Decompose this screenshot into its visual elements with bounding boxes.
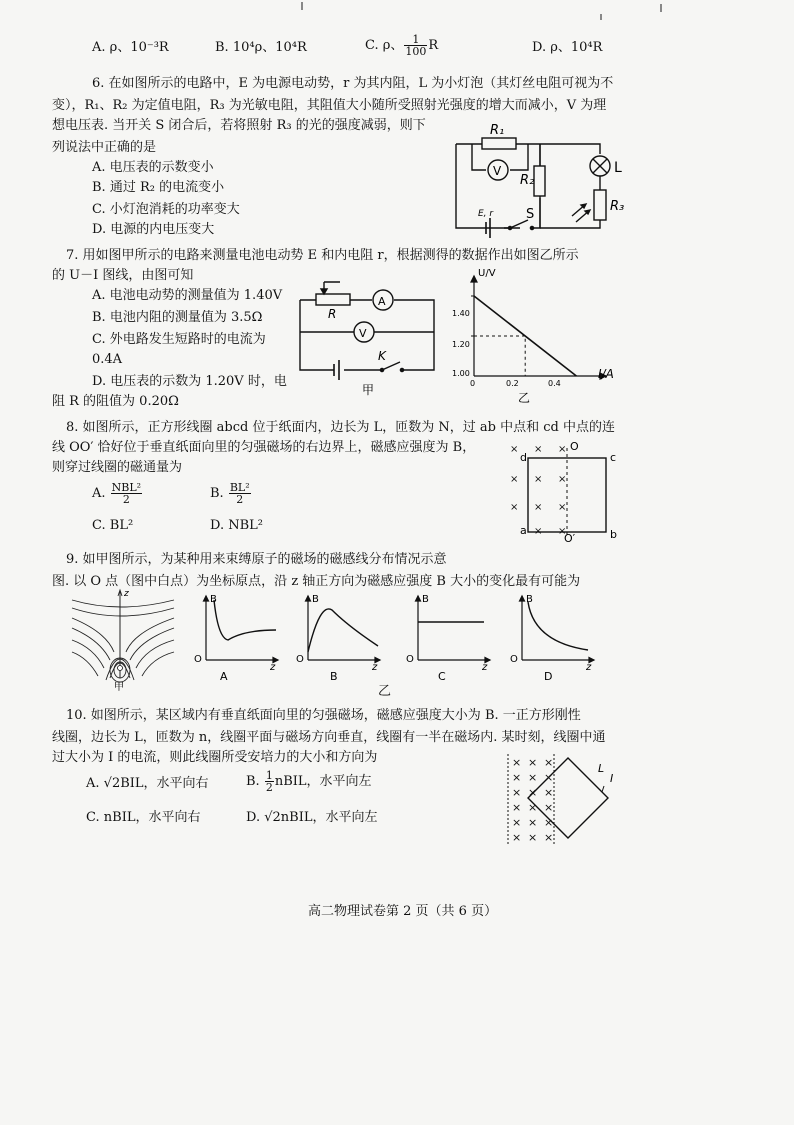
field-cross-mark: × — [544, 831, 554, 844]
caption-jia: 甲 — [362, 383, 375, 397]
field-cross-mark: × — [544, 756, 554, 769]
field-cross-mark: × — [558, 502, 567, 513]
caption-yi: 乙 — [518, 391, 531, 405]
label-o: O — [570, 440, 579, 453]
q9-stem-line: 图. 以 O 点（图中白点）为坐标原点，沿 z 轴正方向为磁感应强度 B 大小的变化最有可能为 — [52, 574, 581, 589]
axis-b: B — [312, 594, 319, 605]
q10-option-a: A. √2BIL，水平向右 — [86, 776, 209, 791]
guide-line — [474, 336, 525, 376]
q10-stem-line: 线圈，边长为 L，匝数为 n，线圈平面与磁场方向垂直，线圈有一半在磁场内. 某时刻，线圈中通 — [52, 730, 606, 745]
q6-option-b: B. 通过 R₂ 的电流变小 — [92, 180, 225, 195]
axis-z: z — [586, 662, 592, 673]
graph-letter: B — [330, 670, 338, 680]
q6-option-a: A. 电压表的示数变小 — [92, 160, 214, 175]
field-cross-mark: × — [510, 502, 519, 513]
label-l: L — [598, 762, 605, 775]
axis-b: B — [422, 594, 429, 605]
field-cross-mark: × — [534, 526, 543, 537]
field-cross-mark: × — [534, 444, 543, 455]
caption-jia: 甲 — [114, 682, 124, 692]
y-tick-label: 1.00 — [452, 369, 470, 378]
scan-mark — [301, 2, 303, 10]
q6-circuit-figure — [452, 118, 632, 240]
q9-caption-yi: 乙 — [378, 684, 392, 699]
field-cross-mark: × — [528, 756, 538, 769]
q10-stem-line: 10. 如图所示，某区域内有垂直纸面向里的匀强磁场，磁感应强度大小为 B. 一正方形刚性 — [66, 708, 581, 723]
q9-graph-c — [404, 590, 496, 680]
axis-o: O — [194, 654, 202, 665]
q9-graph-b — [294, 590, 386, 680]
q7-option-c: C. 外电路发生短路时的电流为 — [92, 332, 266, 347]
label-o-prime: O′ — [564, 532, 576, 542]
x-tick-label: 0 — [470, 379, 476, 388]
field-cross-mark: × — [512, 831, 522, 844]
y-tick-label: 1.20 — [452, 340, 470, 349]
q7-option-a: A. 电池电动势的测量值为 1.40V — [92, 288, 283, 303]
q10-option-d: D. √2nBIL，水平向左 — [246, 810, 378, 825]
axis-o: O — [296, 654, 304, 665]
q8-coil-figure — [504, 438, 624, 542]
label-b: b — [610, 528, 617, 541]
x-tick-label: 0.2 — [506, 379, 519, 388]
x-axis-label: I/A — [598, 367, 614, 381]
q5-option-c: C. ρ、 $\frac{1}{100}$ R — [365, 33, 439, 58]
field-cross-mark: × — [544, 816, 554, 829]
q6-stem-line: 6. 在如图所示的电路中，E 为电源电动势，r 为其内阻，L 为小灯泡（其灯丝电阻可视为不 — [92, 76, 614, 91]
q8-stem-line: 则穿过线圈的磁通量为 — [52, 460, 183, 475]
q10-stem-line: 过大小为 I 的电流，则此线圈所受安培力的大小和方向为 — [52, 750, 378, 765]
field-cross-mark: × — [528, 771, 538, 784]
q7-option-b: B. 电池内阻的测量值为 3.5Ω — [92, 310, 263, 325]
label-source: E, r — [478, 209, 494, 219]
label-switch: S — [526, 207, 535, 222]
label-lamp: L — [614, 160, 622, 176]
q6-option-c: C. 小灯泡消耗的功率变大 — [92, 202, 240, 217]
q5-option-a: A. ρ、10⁻³R — [92, 40, 169, 55]
field-cross-mark: × — [544, 801, 554, 814]
q8-option-b: B. $\frac{\text{BL²}}{2}$ — [210, 481, 250, 506]
field-cross-mark: × — [558, 444, 567, 455]
q8-option-c: C. BL² — [92, 518, 134, 533]
field-cross-mark: × — [558, 474, 567, 485]
field-cross-mark: × — [534, 502, 543, 513]
q7-option-d: D. 电压表的示数为 1.20V 时，电 — [92, 374, 287, 389]
label-i: I — [610, 772, 614, 785]
axis-b: B — [526, 594, 533, 605]
field-cross-mark: × — [528, 816, 538, 829]
label-r3: R₃ — [610, 199, 625, 214]
label-voltmeter: V — [359, 327, 367, 340]
field-cross-mark: × — [512, 816, 522, 829]
field-cross-mark: × — [512, 756, 522, 769]
q8-stem-line: 8. 如图所示，正方形线圈 abcd 位于纸面内，边长为 L，匝数为 N，过 ab 中点和 cd 中点的连 — [66, 420, 615, 435]
q10-option-c: C. nBIL，水平向右 — [86, 810, 201, 825]
y-axis-label: U/V — [478, 268, 496, 279]
field-cross-mark: × — [512, 801, 522, 814]
q9-graph-d — [508, 590, 600, 680]
axis-z: z — [482, 662, 488, 673]
label-ammeter: A — [378, 295, 386, 308]
q7-stem-line: 的 U－I 图线，由图可知 — [52, 268, 194, 283]
q6-stem-line: 变），R₁、R₂ 为定值电阻，R₃ 为光敏电阻，其阻值大小随所受照射光强度的增大而减小，V 为理 — [52, 98, 607, 113]
y-tick-label: 1.40 — [452, 309, 470, 318]
field-cross-mark: × — [528, 831, 538, 844]
axis-b: B — [210, 594, 217, 605]
q8-option-a: A. $\frac{\text{NBL²}}{2}$ — [92, 481, 142, 506]
graph-letter: A — [220, 670, 228, 680]
axis-o: O — [406, 654, 414, 665]
q7-option-c-cont: 0.4A — [92, 352, 123, 367]
field-cross-mark: × — [534, 474, 543, 485]
label-rheostat: R — [328, 307, 337, 321]
scan-mark — [660, 4, 662, 12]
label-d: d — [520, 451, 527, 464]
x-tick-label: 0.4 — [548, 379, 561, 388]
field-cross-mark: × — [510, 474, 519, 485]
q9-field-lines-figure — [70, 588, 180, 692]
label-r2: R₂ — [520, 173, 535, 188]
q5-option-d: D. ρ、10⁴R — [532, 40, 603, 55]
axis-o: O — [510, 654, 518, 665]
label-switch-k: K — [378, 349, 386, 363]
q10-option-b: B. $\frac{1}{2}$ nBIL，水平向左 — [246, 769, 372, 794]
label-c: c — [610, 451, 617, 464]
q10-coil-figure — [498, 752, 624, 848]
field-cross-mark: × — [510, 444, 519, 455]
field-cross-mark: × — [512, 786, 522, 799]
q8-stem-line: 线 OO′ 恰好位于垂直纸面向里的匀强磁场的右边界上，磁感应强度为 B， — [52, 440, 476, 455]
field-cross-mark: × — [528, 786, 538, 799]
q7-option-d-cont: 阻 R 的阻值为 0.20Ω — [52, 394, 179, 409]
axis-z: z — [372, 662, 378, 673]
graph-letter: D — [544, 670, 553, 680]
scan-mark — [600, 14, 602, 20]
field-cross-mark: × — [544, 786, 554, 799]
q9-stem-line: 9. 如甲图所示，为某种用来束缚原子的磁场的磁感线分布情况示意 — [66, 552, 447, 567]
label-z: z — [124, 589, 129, 599]
field-cross-mark: × — [558, 526, 567, 537]
graph-letter: C — [438, 670, 446, 680]
q9-graph-a — [192, 590, 284, 680]
q7-ui-graph — [452, 266, 622, 406]
q7-circuit-figure — [294, 274, 444, 398]
q6-stem-line: 想电压表. 当开关 S 闭合后，若将照射 R₃ 的光的强度减弱，则下 — [52, 118, 426, 133]
q7-stem-line: 7. 用如图甲所示的电路来测量电池电动势 E 和内电阻 r，根据测得的数据作出如图乙所示 — [66, 248, 579, 263]
field-cross-mark: × — [528, 801, 538, 814]
field-cross-mark: × — [544, 771, 554, 784]
label-a: a — [520, 524, 527, 537]
q5-option-b: B. 10⁴ρ、10⁴R — [215, 40, 307, 55]
label-r1: R₁ — [490, 123, 505, 138]
q6-stem-line: 列说法中正确的是 — [52, 140, 157, 155]
axis-z: z — [270, 662, 276, 673]
q8-option-d: D. NBL² — [210, 518, 264, 533]
page-footer: 高二物理试卷第 2 页（共 6 页） — [308, 904, 498, 919]
label-voltmeter: V — [493, 164, 502, 178]
q6-option-d: D. 电源的内电压变大 — [92, 222, 215, 237]
field-cross-mark: × — [512, 771, 522, 784]
